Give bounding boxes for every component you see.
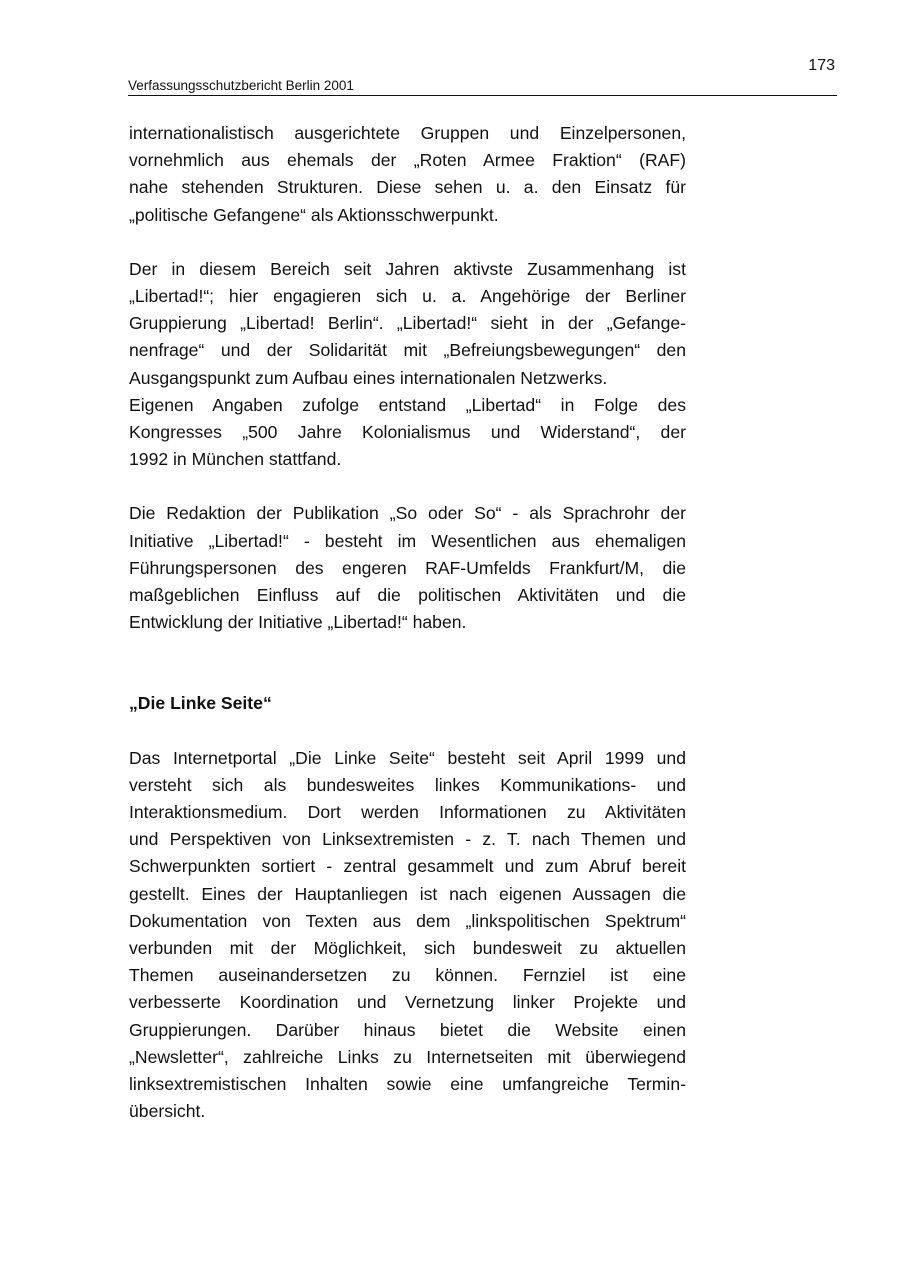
paragraph-gap xyxy=(129,473,686,500)
text-line: nahe stehenden Strukturen. Diese sehen u. a. den Einsatz für xyxy=(129,177,686,198)
text-line: Das Internetportal „Die Linke Seite“ besteht seit April 1999 und xyxy=(129,747,686,768)
text-line: versteht sich als bundesweites linkes Kommunikations- und xyxy=(129,774,686,795)
text-line: verbunden mit der Möglichkeit, sich bundesweit zu aktuellen xyxy=(129,938,686,959)
paragraph-gap xyxy=(129,718,686,745)
text-line: „politische Gefangene“ als Aktionsschwerpunkt. xyxy=(129,204,499,225)
text-line: Gruppierung „Libertad! Berlin“. „Libertad!“ sieht in der „Gefange- xyxy=(129,313,686,334)
page-number: 173 xyxy=(808,57,835,74)
text-line: Interaktionsmedium. Dort werden Informationen zu Aktivitäten xyxy=(129,802,686,823)
text-line: Führungspersonen des engeren RAF-Umfelds Frankfurt/M, die xyxy=(129,557,686,578)
paragraph-so-oder-so xyxy=(129,500,686,636)
text-line: internationalistisch ausgerichtete Gruppen und Einzelpersonen, xyxy=(129,123,686,143)
text-line: 1992 in München stattfand. xyxy=(129,449,342,470)
paragraph-gap xyxy=(129,636,686,690)
text-line: linksextremistischen Inhalten sowie eine umfangreiche Termin- xyxy=(129,1074,686,1095)
paragraph-raf-groups xyxy=(129,120,686,229)
text-line: verbesserte Koordination und Vernetzung linker Projekte und xyxy=(129,992,686,1013)
text-line: Der in diesem Bereich seit Jahren aktivste Zusammenhang ist xyxy=(129,258,686,279)
text-line: und Perspektiven von Linksextremisten - z. T. nach Themen und xyxy=(129,829,686,850)
text-line: Kongresses „500 Jahre Kolonialismus und Widerstand“, der xyxy=(129,422,686,443)
text-line: Themen auseinandersetzen zu können. Fernziel ist eine xyxy=(129,965,686,986)
text-line: nenfrage“ und der Solidarität mit „Befreiungsbewegungen“ den xyxy=(129,340,686,361)
text-line: Entwicklung der Initiative „Libertad!“ haben. xyxy=(129,612,467,633)
text-line: Ausgangspunkt zum Aufbau eines internationalen Netzwerks. xyxy=(129,367,608,388)
text-line: Schwerpunkten sortiert - zentral gesammelt und zum Abruf bereit xyxy=(129,856,686,877)
paragraph-die-linke-seite xyxy=(129,745,686,1126)
document-body xyxy=(129,120,686,1126)
text-line: Die Redaktion der Publikation „So oder So“ - als Sprachrohr der xyxy=(129,503,686,524)
paragraph-gap xyxy=(129,229,686,256)
paragraph-libertad-origin xyxy=(129,392,686,474)
text-line: maßgeblichen Einfluss auf die politischen Aktivitäten und die xyxy=(129,585,686,606)
text-line: gestellt. Eines der Hauptanliegen ist nach eigenen Aussagen die xyxy=(129,883,686,904)
text-line: vornehmlich aus ehemals der „Roten Armee Fraktion“ (RAF) xyxy=(129,150,686,171)
running-header: Verfassungsschutzbericht Berlin 2001 xyxy=(128,78,837,96)
text-line: Dokumentation von Texten aus dem „linkspolitischen Spektrum“ xyxy=(129,910,686,931)
section-heading: „Die Linke Seite“ xyxy=(129,693,272,714)
text-line: übersicht. xyxy=(129,1101,206,1122)
paragraph-libertad xyxy=(129,256,686,392)
text-line: Eigenen Angaben zufolge entstand „Libertad“ in Folge des xyxy=(129,394,686,415)
text-line: Gruppierungen. Darüber hinaus bietet die Website einen xyxy=(129,1019,686,1040)
text-line: Initiative „Libertad!“ - besteht im Wesentlichen aus ehemaligen xyxy=(129,530,686,551)
text-line: „Libertad!“; hier engagieren sich u. a. Angehörige der Berliner xyxy=(129,286,686,307)
text-line: „Newsletter“, zahlreiche Links zu Internetseiten mit überwiegend xyxy=(129,1046,686,1067)
